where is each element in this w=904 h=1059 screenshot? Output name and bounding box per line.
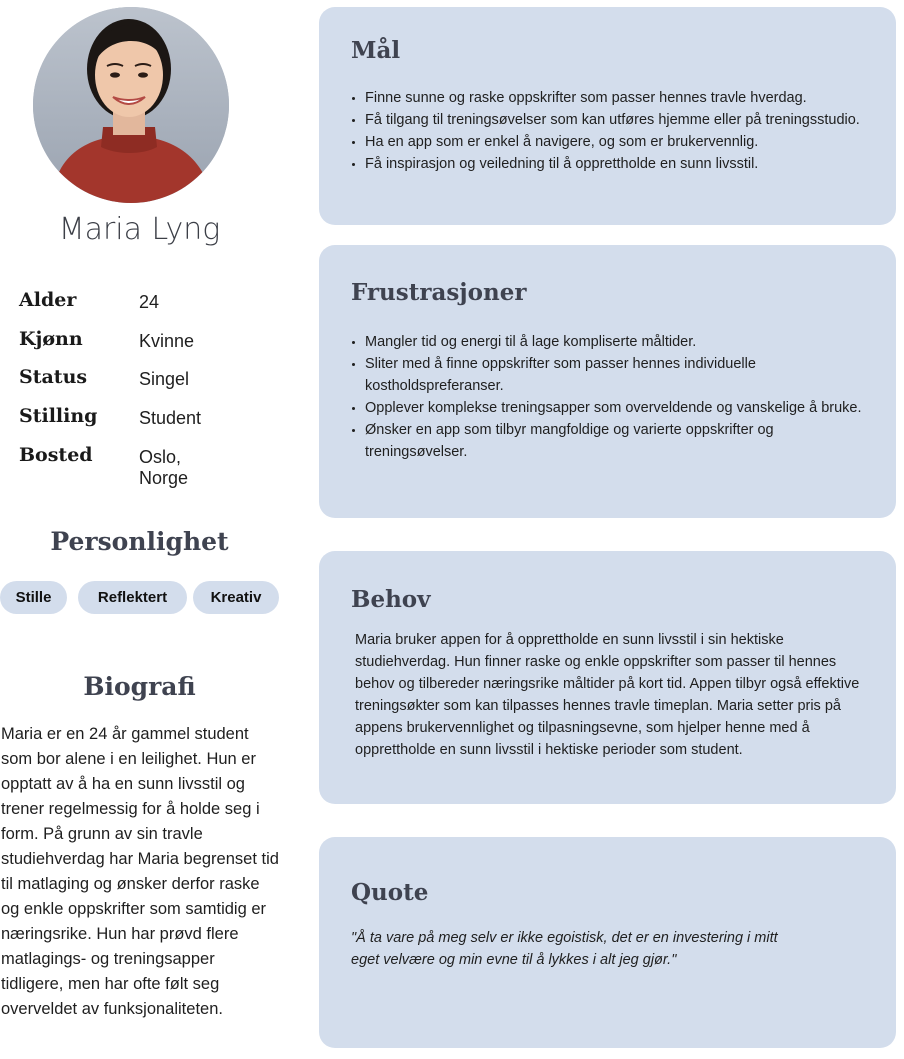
- goal-item: • Få inspirasjon og veiledning til å opprettholde en sunn livsstil.: [365, 153, 865, 175]
- needs-title: Behov: [351, 586, 431, 613]
- fact-value: Oslo, Norge: [139, 446, 189, 488]
- portrait-illustration: [33, 7, 229, 203]
- persona-name: Maria Lyng: [58, 212, 221, 247]
- fact-value: Singel: [139, 369, 190, 390]
- fact-label: Bosted: [19, 443, 93, 466]
- goals-card: [319, 7, 896, 225]
- quote-text: "Å ta vare på meg selv er ikke egoistisk, det er en investering i mitt eget velvære og min evne til å lykkes i alt jeg gjør.": [351, 930, 778, 968]
- quote-card: [319, 837, 896, 1048]
- frustration-item: • Ønsker en app som tilbyr mangfoldige og varierte oppskrifter og treningsøvelser.: [365, 419, 865, 463]
- goal-item: • Ha en app som er enkel å navigere, og som er brukervennlig.: [365, 131, 865, 153]
- frustrations-title: Frustrasjoner: [351, 279, 527, 306]
- fact-label: Alder: [19, 289, 77, 311]
- fact-label: Status: [19, 366, 88, 389]
- goals-title: Mål: [351, 37, 401, 64]
- biography-heading: Biografi: [83, 672, 196, 701]
- fact-value: Kvinne: [139, 330, 195, 351]
- goals-list: [351, 87, 865, 175]
- fact-label: Kjønn: [19, 327, 83, 350]
- frustrations-list: [351, 331, 865, 463]
- fact-label: Stilling: [19, 405, 98, 428]
- trait-tag: Reflektert: [78, 581, 187, 614]
- goal-item: • Finne sunne og raske oppskrifter som passer hennes travle hverdag.: [365, 87, 865, 109]
- goal-item: • Få tilgang til treningsøvelser som kan utføres hjemme eller på treningsstudio.: [365, 109, 865, 131]
- quote-title: Quote: [351, 879, 429, 906]
- frustration-item: • Opplever komplekse treningsapper som overveldende og vanskelige å bruke.: [365, 397, 865, 419]
- needs-text: Maria bruker appen for å opprettholde en sunn livsstil i sin hektiske studiehverdag. Hun finner raske og enkle oppskrifter som passer til hennes behov og tilbereder næringsrike måltider på kort tid. Appen tilbyr også effektive treningsøkter som kan tilpasses hennes travle timeplan. Maria setter pris på appens brukervennlighet og tilpasningsevne, som hjelper henne med å opprettholde en sunn livsstil i hektiske perioder som student.: [355, 632, 860, 758]
- profile-photo: [33, 7, 229, 203]
- fact-value: Student: [139, 408, 202, 429]
- frustrations-card: [319, 245, 896, 518]
- trait-tag: Stille: [0, 581, 67, 614]
- biography-text: Maria er en 24 år gammel student som bor alene i en leilighet. Hun er opptatt av å ha en sunn livsstil og trener regelmessig for å holde seg i form. På grunn av sin travle studiehverdag har Maria begrenset tid til matlaging og ønsker derfor raske og enkle oppskrifter som samtidig er næringsrike. Hun har prøvd flere matlagings- og treningsapper tidligere, men har ofte følt seg overveldet av funksjonaliteten.: [1, 725, 279, 1018]
- needs-card: [319, 551, 896, 804]
- personality-heading: Personlighet: [50, 527, 229, 556]
- frustration-item: • Sliter med å finne oppskrifter som passer hennes individuelle kostholdspreferanser.: [365, 353, 865, 397]
- trait-tag: Kreativ: [193, 581, 279, 614]
- fact-value: 24: [139, 292, 160, 312]
- frustration-item: • Mangler tid og energi til å lage kompliserte måltider.: [365, 331, 865, 353]
